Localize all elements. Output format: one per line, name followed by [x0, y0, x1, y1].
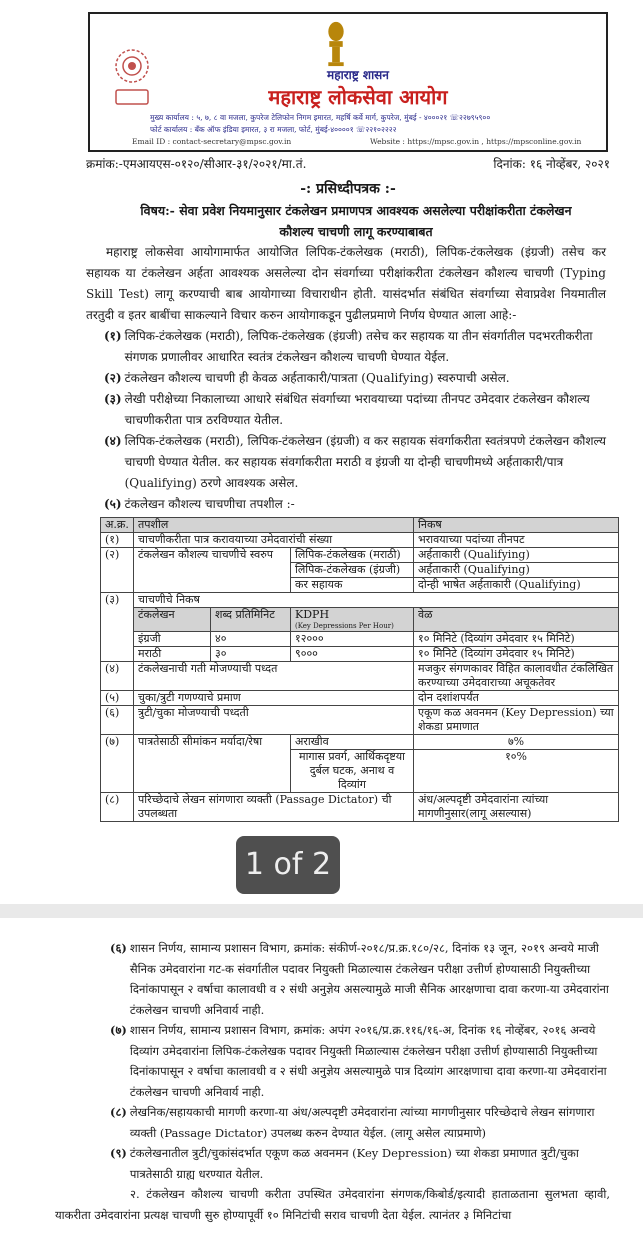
- item-number: (३): [104, 392, 122, 406]
- item-text: टंकलेखन कौशल्य चाचणी ही केवळ अर्हताकारी/पात्रता (Qualifying) स्वरुपाची असेल.: [124, 371, 510, 385]
- cell: अराखीव: [291, 735, 414, 750]
- cell: चुका/त्रुटी गणण्याचे प्रमाण: [134, 691, 414, 706]
- national-emblem-icon: [323, 20, 349, 68]
- reference-number: क्रमांक:-एमआयएस-०१२०/सीआर-३१/२०२१/मा.तं.: [86, 157, 307, 171]
- list-item: [110, 1020, 610, 1102]
- email-link[interactable]: Email ID : contact-secretary@mpsc.gov.in: [132, 137, 292, 146]
- document-page-2: [0, 918, 643, 1235]
- item-text: टंकलेखनातील त्रुटी/चुकांसंदर्भात एकूण कळ अवनमन (Key Depression) च्या शेकडा प्रमाणात त्रुटी/चुका पात्रतेसाठी ग्राह्य धरण्यात येतील.: [129, 1146, 579, 1181]
- cell: (६): [101, 706, 134, 735]
- reference-row: [86, 154, 610, 174]
- list-item: [110, 938, 610, 1020]
- cell: अर्हताकारी (Qualifying): [414, 563, 619, 578]
- item-number: (४): [104, 434, 122, 448]
- cell: भरावयाच्या पदांच्या तीनपट: [414, 533, 619, 548]
- list-item: [104, 326, 610, 368]
- points-list: [104, 326, 610, 515]
- typing-test-details-table: [100, 517, 619, 822]
- sub-header-row: [101, 608, 619, 632]
- cell: १० मिनिटे (दिव्यांग उमेदवार १५ मिनिटे): [414, 632, 619, 647]
- cell: टंकलेखनाची गती मोजण्याची पध्दत: [134, 662, 414, 691]
- cell: (२): [101, 548, 134, 593]
- cell: (४): [101, 662, 134, 691]
- cell: लिपिक-टंकलेखक (इंग्रजी): [291, 563, 414, 578]
- cell: ३०: [211, 647, 291, 662]
- cell: परिच्छेदाचे लेखन सांगणारा व्यक्ती (Passage Dictator) ची उपलब्धता: [134, 793, 414, 822]
- header-cell: निकष: [414, 518, 619, 533]
- cell: १२०००: [291, 632, 414, 647]
- cell: १० मिनिटे (दिव्यांग उमेदवार १५ मिनिटे): [414, 647, 619, 662]
- head-office-address: मुख्य कार्यालय : ५, ७, ८ वा मजला, कुपरेज टेलिफोन निगम इमारत, महर्षि कर्वे मार्ग, कुपरेज, मुंबई - ४०००२१ ☏२२७९५९००: [150, 113, 491, 122]
- header-cell: अ.क्र.: [101, 518, 134, 533]
- letterhead: [88, 12, 608, 152]
- table-row: [101, 647, 619, 662]
- cell: १०%: [414, 750, 619, 793]
- cell: टंकलेखन कौशल्य चाचणीचे स्वरुप: [134, 548, 291, 593]
- subject-line-2: कौशल्य चाचणी लागू करण्याबाबत: [279, 224, 433, 239]
- cell: त्रुटी/चुका मोजण्याची पध्दती: [134, 706, 414, 735]
- cell: मजकुर संगणकावर विहित कालावधीत टंकलिखित करण्याच्या उमेदवाराच्या अचूकतेवर: [414, 662, 619, 691]
- cell: कर सहायक: [291, 578, 414, 593]
- cell: एकूण कळ अवनमन (Key Depression) च्या शेकडा प्रमाणात: [414, 706, 619, 735]
- item-text: लेखी परीक्षेच्या निकालाच्या आधारे संबंधित संवर्गाच्या भरावयाच्या पदांच्या तीनपट उमेदवार टंकलेखन कौशल्य चाचणीकरीता पात्र ठरविण्यात येतील.: [124, 392, 590, 427]
- paragraph-2: २. टंकलेखन कौशल्य चाचणी करीता उपस्थित उमेदवारांना संगणक/किबोर्ड/इत्यादी हाताळताना सुलभता व्हावी, याकरीता उमेदवारांना प्रत्यक्ष चाचणी सुरु होण्यापूर्वी १० मिनिटांची सराव चाचणी देता येईल. त्यानंतर ३ मिनिटांचा: [55, 1187, 610, 1222]
- cell: पात्रतेसाठी सीमांकन मर्यादा/रेषा: [134, 735, 291, 793]
- cell: [291, 608, 414, 632]
- table-row: [101, 533, 619, 548]
- cell: ७%: [414, 735, 619, 750]
- list-item: [104, 389, 610, 431]
- fort-office-address: फोर्ट कार्यालय : बँक ऑफ इंडिया इमारत, ३ रा मजला, फोर्ट, मुंबई-४००००१ ☏२२१०२२२२: [150, 125, 397, 134]
- list-item: [110, 1143, 610, 1184]
- list-item: [104, 431, 610, 494]
- cell: दोन्ही भाषेत अर्हताकारी (Qualifying): [414, 578, 619, 593]
- table-row: [101, 593, 619, 608]
- item-number: (६): [110, 941, 127, 955]
- item-text: शासन निर्णय, सामान्य प्रशासन विभाग, क्रमांक: अपंग २०१६/प्र.क्र.११६/१६-अ, दिनांक १६ नोव्हेंबर, २०१६ अन्वये दिव्यांग उमेदवारांना लिपिक-टंकलेखक पदावर नियुक्ती मिळाल्यास टंकलेखन परीक्षा उत्तीर्ण होण्यासाठी नियुक्तीच्या दिनांकापासून २ वर्षाचा कालावधी व २ संधी अनुज्ञेय असल्यामुळे पात्र दिव्यांग आरक्षणाचा दावा करणा-या उमेदवारांना टंकलेखन चाचणी अनिवार्य नाही.: [129, 1023, 607, 1099]
- item-number: (५): [104, 497, 122, 511]
- cell: ४०: [211, 632, 291, 647]
- government-name: महाराष्ट्र शासन: [327, 68, 389, 82]
- cell: (५): [101, 691, 134, 706]
- item-text: लिपिक-टंकलेखक (मराठी), लिपिक-टंकलेखक (इंग्रजी) तसेच कर सहायक या तीन संवर्गातील पदभरतीकरीता संगणक प्रणालीवर आधारित स्वतंत्र टंकलेखन कौशल्य चाचणी घेण्यात येईल.: [124, 329, 593, 364]
- item-number: (१): [104, 329, 122, 343]
- list-item: [104, 368, 610, 389]
- kdph-label: KDPH: [295, 608, 330, 621]
- cell: चाचणीचे निकष: [134, 593, 619, 608]
- list-item: [104, 494, 610, 515]
- cell: (८): [101, 793, 134, 822]
- table-header: [101, 518, 619, 533]
- cell: टंकलेखन: [134, 608, 211, 632]
- item-number: (९): [110, 1146, 127, 1160]
- cell: अर्हताकारी (Qualifying): [414, 548, 619, 563]
- cell: (७): [101, 735, 134, 793]
- cell: मागास प्रवर्ग, आर्थिकदृष्टया दुर्बल घटक, अनाथ व दिव्यांग: [291, 750, 414, 793]
- table-row: [101, 548, 619, 563]
- item-text: लिपिक-टंकलेखक (मराठी), लिपिक-टंकलेखन (इंग्रजी) व कर सहायक संवर्गाकरीता स्वतंत्रपणे टंकलेखन कौशल्य चाचणी घेण्यात येतील. कर सहायक संवर्गाकरीता मराठी व इंग्रजी या दोन्ही चाचणीमध्ये अर्हताकारी/पात्र (Qualifying) ठरणे आवश्यक असेल.: [124, 434, 606, 490]
- cell: अंध/अल्पदृष्टी उमेदवारांना त्यांच्या मागणीनुसार(लागू असल्यास): [414, 793, 619, 822]
- cell: इंग्रजी: [134, 632, 211, 647]
- cell: (१): [101, 533, 134, 548]
- cell: चाचणीकरीता पात्र करावयाच्या उमेदवारांची संख्या: [134, 533, 414, 548]
- item-number: (८): [110, 1105, 127, 1119]
- cell: दोन दशांशपर्यंत: [414, 691, 619, 706]
- document-date: दिनांक: १६ नोव्हेंबर, २०२१: [493, 157, 610, 171]
- table-row: [101, 706, 619, 735]
- points-list-continued: [110, 938, 610, 1184]
- cell: ९०००: [291, 647, 414, 662]
- table-row: [101, 691, 619, 706]
- cell: मराठी: [134, 647, 211, 662]
- cell: वेळ: [414, 608, 619, 632]
- item-text: शासन निर्णय, सामान्य प्रशासन विभाग, क्रमांक: संकीर्ण-२०१८/प्र.क्र.१८०/२८, दिनांक १३ जून, २०१९ अन्वये माजी सैनिक उमेदवारांना गट-क संवर्गातील पदावर नियुक्ती मिळाल्यास टंकलेखन परीक्षा उत्तीर्ण होण्यासाठी नियुक्तीच्या दिनांकापासून २ वर्षाचा कालावधी व २ संधी अनुज्ञेय असल्यामुळे माजी सैनिक आरक्षणाचा दावा करणा-या उमेदवारांना टंकलेखन चाचणी अनिवार्य नाही.: [129, 941, 609, 1017]
- item-number: (२): [104, 371, 122, 385]
- list-item: [110, 1102, 610, 1143]
- item-number: (७): [110, 1023, 127, 1037]
- item-text: टंकलेखन कौशल्य चाचणीचा तपशील :-: [124, 497, 295, 511]
- cell: शब्द प्रतिमिनिट: [211, 608, 291, 632]
- document-title: -: प्रसिध्दीपत्रक :-: [300, 181, 396, 197]
- commission-name: महाराष्ट्र लोकसेवा आयोग: [268, 85, 448, 109]
- website-link[interactable]: Website : https://mpsc.gov.in , https://mpsconline.gov.in: [370, 137, 582, 146]
- kdph-desc: (Key Depressions Per Hour): [295, 622, 394, 630]
- table-row: [101, 735, 619, 750]
- table-row: [101, 662, 619, 691]
- cell: (३): [101, 593, 134, 662]
- table-row: [101, 793, 619, 822]
- subject-line-1: विषय:- सेवा प्रवेश नियमानुसार टंकलेखन प्रमाणपत्र आवश्यक असलेल्या परीक्षांकरीता टंकलेखन: [140, 203, 572, 218]
- cell: लिपिक-टंकलेखक (मराठी): [291, 548, 414, 563]
- item-text: लेखनिक/सहायकाची मागणी करणा-या अंध/अल्पदृष्टी उमेदवारांना त्यांच्या मागणीनुसार परिच्छेदाचे लेखन सांगणारा व्यक्ती (Passage Dictator) उपलब्ध करुन देण्यात येईल. (लागू असेल त्याप्रमाणे): [129, 1105, 595, 1140]
- table-row: [101, 632, 619, 647]
- page-indicator: 1 of 2: [236, 836, 340, 894]
- intro-paragraph: महाराष्ट्र लोकसेवा आयोगामार्फत आयोजित लिपिक-टंकलेखक (मराठी), लिपिक-टंकलेखक (इंग्रजी) तसेच कर सहायक या टंकलेखन अर्हता आवश्यक असलेल्या दोन संवर्गाच्या परीक्षांकरीता टंकलेखन कौशल्य चाचणी (Typing Skill Test) लागू करण्याची बाब आयोगाच्या विचाराधीन होती. यासंदर्भात संबंधित संवर्गाच्या सेवाप्रवेश नियमातील तरतुदी व इतर बाबींचा साकल्याने विचार करुन आयोगाकडून पुढीलप्रमाणे निर्णय घेण्यात आला आहे:-: [86, 245, 606, 322]
- header-cell: तपशील: [134, 518, 414, 533]
